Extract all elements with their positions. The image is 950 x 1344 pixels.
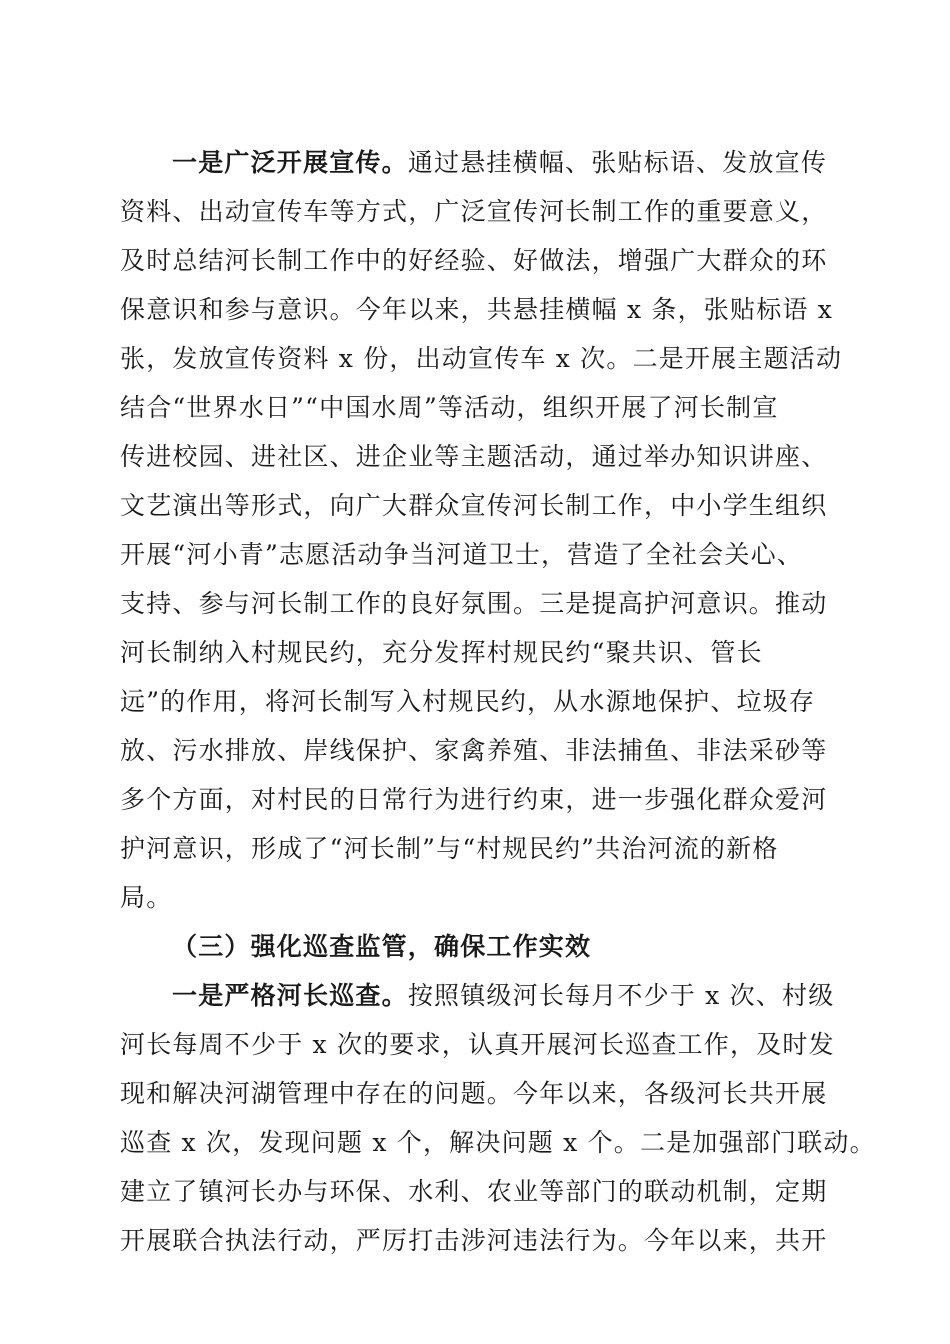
- paragraph-line: 放、污水排放、岸线保护、家禽养殖、非法捕鱼、非法采砂等: [120, 736, 828, 765]
- paragraph-line: 巡查 x 次，发现问题 x 个，解决问题 x 个。二是加强部门联动。: [120, 1128, 876, 1157]
- paragraph-line: 支持、参与河长制工作的良好氛围。三是提高护河意识。推动: [120, 589, 828, 618]
- paragraph-line: [120, 971, 840, 1020]
- paragraph-lead: 一是广泛开展宣传。: [172, 148, 408, 177]
- paragraph-line: 资料、出动宣传车等方式，广泛宣传河长制工作的重要意义，: [120, 197, 828, 226]
- paragraph-line: [120, 138, 840, 187]
- paragraph-line: 及时总结河长制工作中的好经验、好做法，增强广大群众的环: [120, 246, 828, 275]
- paragraph-line: 张，发放宣传资料 x 份，出动宣传车 x 次。二是开展主题活动: [120, 344, 843, 373]
- document-body: [120, 138, 876, 1265]
- paragraph-line: 现和解决河湖管理中存在的问题。今年以来，各级河长共开展: [120, 1079, 828, 1108]
- paragraph-line: 开展“河小青”志愿活动争当河道卫士，营造了全社会关心、: [120, 540, 803, 569]
- paragraph-line: 建立了镇河长办与环保、水利、农业等部门的联动机制，定期: [120, 1177, 828, 1206]
- paragraph-line: 开展联合执法行动，严厉打击涉河违法行为。今年以来，共开: [120, 1226, 828, 1255]
- paragraph-line: 传进校园、进社区、进企业等主题活动，通过举办知识讲座、: [120, 442, 828, 471]
- paragraph-line: 多个方面，对村民的日常行为进行约束，进一步强化群众爱河: [120, 785, 828, 814]
- paragraph-line: 文艺演出等形式，向广大群众宣传河长制工作，中小学生组织: [120, 491, 828, 520]
- paragraph-line: 保意识和参与意识。今年以来，共悬挂横幅 x 条，张贴标语 x: [120, 295, 834, 324]
- paragraph-line: 河长制纳入村规民约，充分发挥村规民约“聚共识、管长: [120, 638, 763, 667]
- paragraph-text: 按照镇级河长每月不少于 x 次、村级: [407, 981, 835, 1010]
- paragraph-line: 远”的作用，将河长制写入村规民约，从水源地保护、垃圾存: [120, 687, 816, 716]
- paragraph-line: 局。: [120, 883, 173, 912]
- paragraph-lead: 一是严格河长巡查。: [172, 981, 408, 1010]
- paragraph-line: 护河意识，形成了“河长制”与“村规民约”共治河流的新格: [120, 834, 779, 863]
- paragraph-line: 结合“世界水日”“中国水周”等活动，组织开展了河长制宣: [120, 393, 779, 422]
- section-heading: （三）强化巡查监管，确保工作实效: [172, 932, 592, 961]
- paragraph-line: 河长每周不少于 x 次的要求，认真开展河长巡查工作，及时发: [120, 1030, 835, 1059]
- paragraph-text: 通过悬挂横幅、张贴标语、发放宣传: [407, 148, 828, 177]
